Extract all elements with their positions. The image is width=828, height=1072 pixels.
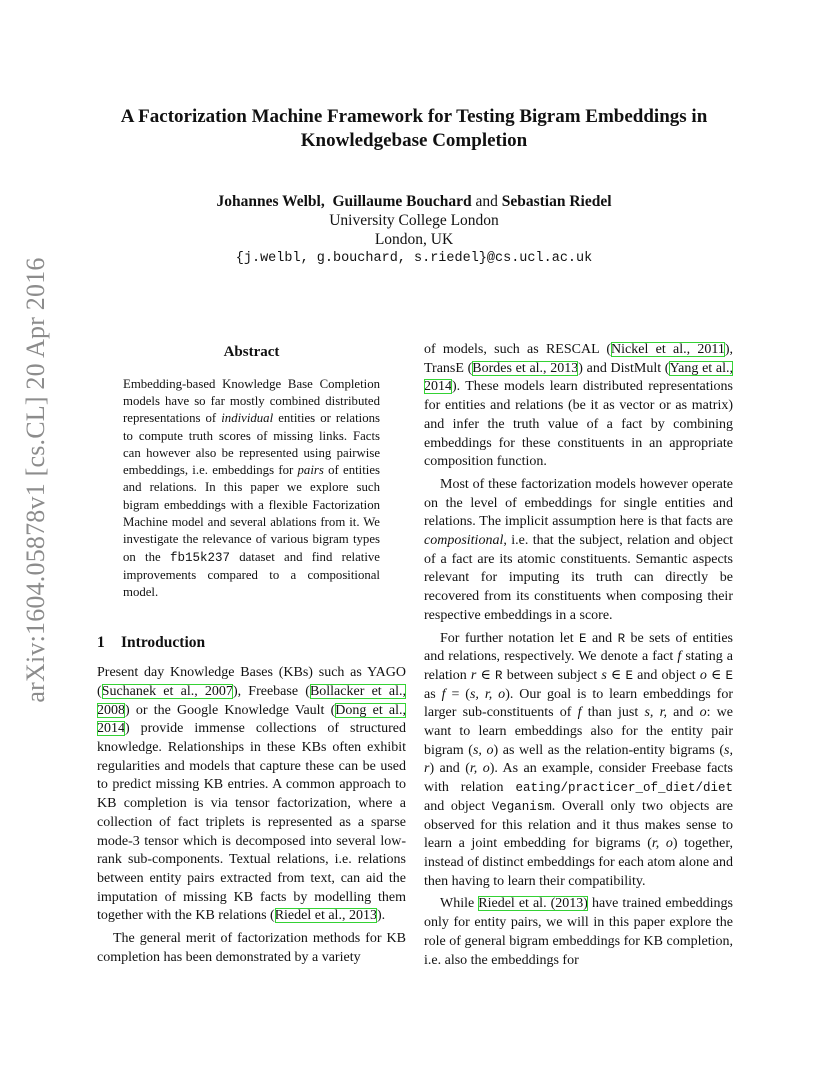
right-paragraph-2: Most of these factorization models however operate on the level of embeddings for single entities and relations. The implicit assumption here is that facts are compositional, i.e. that the subject, relation and object of a fact are its atomic constituents. Semantic aspects relevant for imputing its truth can directly be recovered from its constituents when composing their respective embeddings in a score.	[424, 476, 733, 623]
author-and: and	[475, 193, 498, 210]
right-paragraph-4: While Riedel et al. (2013) have trained embeddings only for entity pairs, we will in this paper explore the role of general bigram embeddings for KB completion, i.e. also the embeddings for	[424, 896, 733, 968]
intro-paragraph-1: Present day Knowledge Bases (KBs) such as YAGO (Suchanek et al., 2007), Freebase (Bollacker et al., 2008) or the Google Knowledge Vault (Dong et al., 2014) provide immense collections of structured knowledge. Relationships in these KBs often exhibit regularities and models that capture these can be used to predict missing KB entries. A common approach to KB completion is via tensor factorization, where a collection of fact triplets is represented as a sparse mode-3 tensor which is decomposed into several low-rank sub-components. Textual relations, i.e. relations between entity pairs extracted from text, can aid the imputation of missing KB facts by modelling them together with the KB relations (Riedel et al., 2013).	[97, 665, 406, 924]
arxiv-identifier: arXiv:1604.05878v1 [cs.CL] 20 Apr 2016	[21, 257, 50, 703]
title-line-1: A Factorization Machine Framework for Testing Bigram Embeddings in	[120, 106, 708, 127]
dataset-name: fb15k237	[169, 550, 230, 565]
relation-name: eating/practicer_of_diet/diet	[515, 781, 733, 796]
right-paragraph-1: of models, such as RESCAL (Nickel et al., 2011), TransE (Bordes et al., 2013) and DistMult (Yang et al., 2014). These models learn distributed representations for entities and relations (be it as vector or as matrix) and infer the truth value of a fact by combining embeddings for these constituents in an appropriate composition function.	[424, 342, 733, 470]
author-welbl: Johannes Welbl,	[216, 193, 325, 210]
affiliation: University College London	[329, 212, 499, 229]
intro-paragraph-2: The general merit of factorization methods for KB completion has been demonstrated by a variety	[97, 931, 406, 965]
title-line-2: Knowledgebase Completion	[300, 130, 528, 151]
author-names	[96, 192, 732, 211]
citation-link[interactable]: Bollacker et al., 2008	[97, 683, 406, 718]
section-number: 1	[97, 633, 105, 651]
location: London, UK	[374, 231, 454, 248]
right-column	[424, 341, 733, 970]
citation-link[interactable]: Riedel et al. (2013)	[478, 896, 588, 912]
citation-link[interactable]: Dong et al., 2014	[97, 702, 406, 737]
citation-link[interactable]: Riedel et al., 2013	[274, 908, 377, 924]
abstract-text: Embedding-based Knowledge Base Completion models have so far mostly combined distributed representations of individual entities or relations to compute truth scores of missing links. Facts can however also be represented using pairwise embeddings, i.e. embeddings for pairs of entities and relations. In this paper we explore such bigram embeddings with a flexible Factorization Machine model and several ablations from it. We investigate the relevance of various bigram types on the fb15k237 dataset and find relative improvements compared to a compositional model.	[123, 376, 380, 600]
paper-title	[96, 105, 732, 153]
citation-link[interactable]: Suchanek et al., 2007	[101, 683, 233, 699]
author-bouchard: Guillaume Bouchard	[332, 193, 472, 210]
left-column	[97, 340, 406, 968]
author-riedel: Sebastian Riedel	[501, 193, 612, 210]
abstract-heading: Abstract	[223, 344, 280, 360]
author-block	[96, 192, 732, 268]
object-name: Veganism	[491, 799, 552, 814]
right-paragraph-3: For further notation let E and R be sets of entities and relations, respectively. We denote a fact f stating a relation r ∈ R between subject s ∈ E and object o ∈ E as f = (s, r, o). Our goal is to learn embeddings for larger sub-constituents of f than just s, r, and o: we want to learn embeddings also for the entity pair bigram (s, o) as well as the relation-entity bigrams (s, r) and (r, o). As an example, consider Freebase facts with relation eating/practicer_of_diet/diet and object Veganism. Overall only two objects are observed for this relation and it thus makes sense to learn a joint embedding for bigrams (r, o) together, instead of distinct embeddings for each atom alone and then having to learn their compatibility.	[424, 630, 734, 889]
section-title: Introduction	[121, 633, 206, 651]
citation-link[interactable]: Yang et al., 2014	[424, 360, 733, 395]
citation-link[interactable]: Nickel et al., 2011	[611, 342, 725, 357]
section-heading-introduction	[97, 634, 406, 653]
author-emails: {j.welbl, g.bouchard, s.riedel}@cs.ucl.ac.uk	[235, 251, 593, 266]
citation-link[interactable]: Bordes et al., 2013	[472, 360, 579, 376]
